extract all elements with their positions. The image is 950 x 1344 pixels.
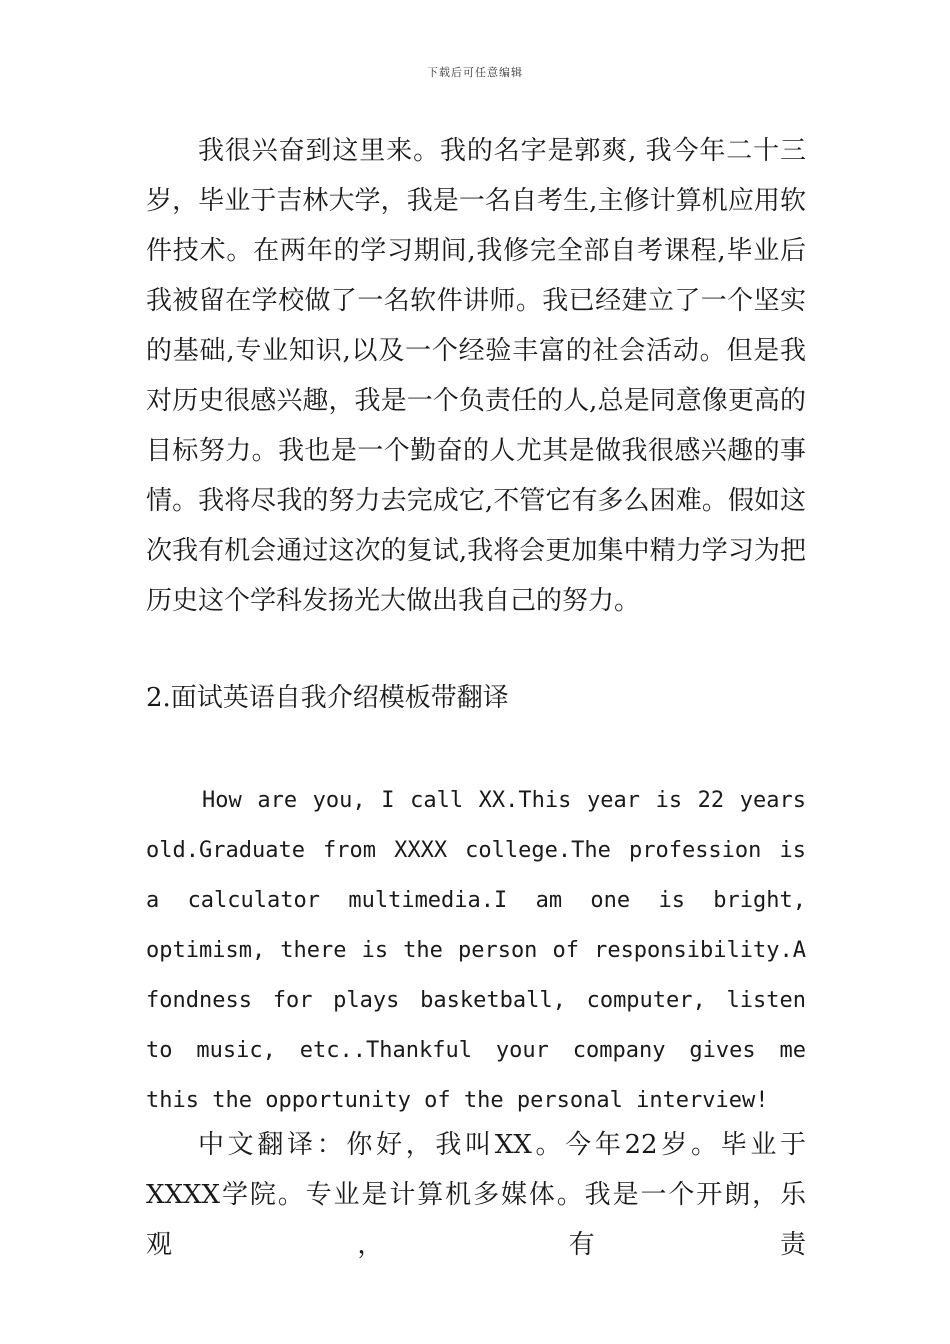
page-header-note: 下载后可任意编辑 [427, 66, 523, 79]
intro-paragraph: 我很兴奋到这里来。我的名字是郭爽, 我今年二十三岁，毕业于吉林大学，我是一名自考生,主修计算机应用软件技术。在两年的学习期间,我修完全部自考课程,毕业后我被留在学校做了一名软件讲师。我已经建立了一个坚实的基础,专业知识,以及一个经验丰富的社会活动。但是我对历史很感兴趣，我是一个负责任的人,总是同意像更高的目标努力。我也是一个勤奋的人尤其是做我很感兴趣的事情。我将尽我的努力去完成它,不管它有多么困难。假如这次我有机会通过这次的复试,我将会更加集中精力学习为把历史这个学科发扬光大做出我自己的努力。 [146, 136, 806, 616]
translation-paragraph: 中文翻译：你好，我叫XX。今年22岁。毕业于XXXX学院。专业是计算机多媒体。我是一个开朗，乐观，有责 [146, 1130, 806, 1260]
english-paragraph: How are you, I call XX.This year is 22 years old.Graduate from XXXX college.The profession is a calculator multimedia.I am one is bright, optimism, there is the person of responsibility.A fondness for plays basketball, computer, listen to music, etc..Thankful your company gives me this the opportunity of the personal interview! [146, 788, 806, 1113]
section-heading: 2.面试英语自我介绍模板带翻译 [146, 683, 509, 713]
